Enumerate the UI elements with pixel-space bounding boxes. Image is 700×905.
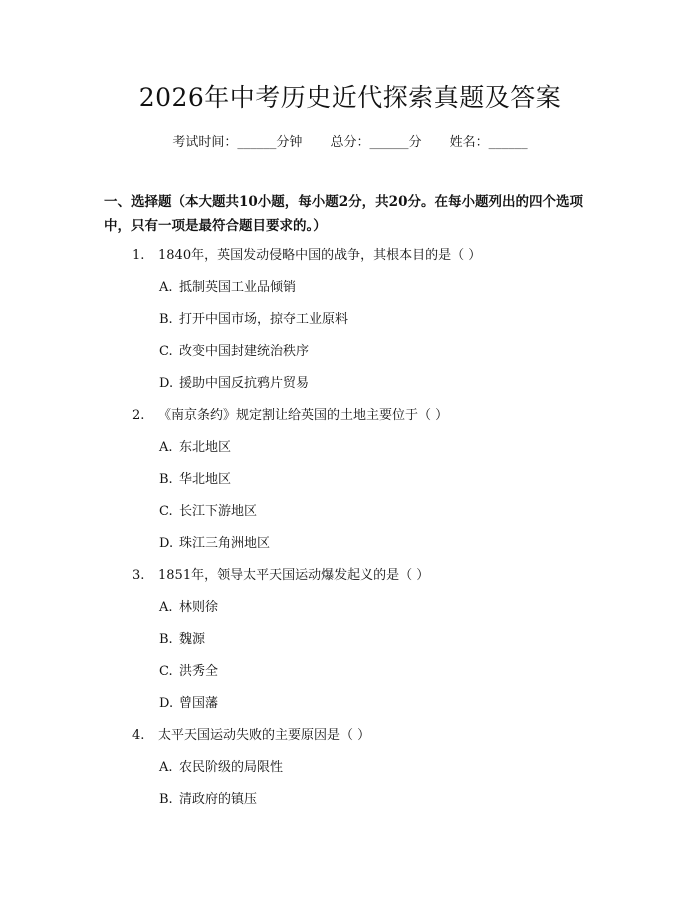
question-3-option-b [159, 628, 205, 647]
page-title: 2026年中考历史近代探索真题及答案 [138, 83, 562, 112]
question-3-option-d [159, 692, 218, 711]
exam-info-line [0, 131, 700, 150]
question-number: 1. [132, 248, 145, 263]
student-name-field: 姓名：______ [449, 135, 528, 150]
question-2 [132, 404, 448, 423]
question-number: 2. [132, 408, 145, 423]
question-1-option-c [159, 340, 309, 359]
question-number: 4. [132, 728, 145, 743]
option-letter: C. [159, 344, 173, 359]
option-text: 林则徐 [179, 600, 219, 615]
question-1 [132, 244, 481, 263]
option-text: 长江下游地区 [179, 504, 258, 519]
option-letter: B. [159, 632, 173, 647]
question-text: 太平天国运动失败的主要原因是（ ） [158, 728, 371, 743]
option-letter: D. [159, 536, 174, 551]
question-3 [132, 564, 429, 583]
question-2-option-c [159, 500, 257, 519]
option-text: 抵制英国工业品倾销 [179, 280, 297, 295]
question-1-option-b [159, 308, 348, 327]
option-letter: D. [159, 376, 174, 391]
option-text: 魏源 [179, 632, 206, 647]
question-1-option-d [159, 372, 309, 391]
option-text: 珠江三角洲地区 [179, 536, 271, 551]
question-2-option-d [159, 532, 270, 551]
option-text: 打开中国市场，掠夺工业原料 [179, 312, 349, 327]
question-text: 《南京条约》规定割让给英国的土地主要位于（ ） [158, 408, 449, 423]
option-letter: A. [159, 600, 173, 615]
option-text: 改变中国封建统治秩序 [179, 344, 310, 359]
option-letter: C. [159, 664, 173, 679]
option-letter: B. [159, 312, 173, 327]
question-text: 1851年，领导太平天国运动爆发起义的是（ ） [158, 568, 430, 583]
question-4 [132, 724, 370, 743]
question-3-option-c [159, 660, 218, 679]
option-letter: A. [159, 440, 173, 455]
question-1-option-a [159, 276, 296, 295]
option-letter: C. [159, 504, 173, 519]
option-text: 援助中国反抗鸦片贸易 [179, 376, 310, 391]
option-letter: A. [159, 760, 173, 775]
option-text: 农民阶级的局限性 [179, 760, 284, 775]
question-3-option-a [159, 596, 218, 615]
total-score-field: 总分：______分 [330, 135, 422, 150]
question-2-option-b [159, 468, 231, 487]
option-text: 曾国藩 [179, 696, 219, 711]
question-4-option-b [159, 788, 257, 807]
option-letter: B. [159, 472, 173, 487]
option-text: 东北地区 [179, 440, 232, 455]
question-text: 1840年，英国发动侵略中国的战争，其根本目的是（ ） [158, 248, 482, 263]
section-heading-choice: 一、选择题（本大题共10小题，每小题2分，共20分。在每小题列出的四个选项中，只有一项是最符合题目要求的。） [104, 194, 583, 234]
option-text: 清政府的镇压 [179, 792, 258, 807]
question-2-option-a [159, 436, 231, 455]
question-number: 3. [132, 568, 145, 583]
option-letter: B. [159, 792, 173, 807]
option-letter: A. [159, 280, 173, 295]
question-4-option-a [159, 756, 283, 775]
option-letter: D. [159, 696, 174, 711]
option-text: 华北地区 [179, 472, 232, 487]
option-text: 洪秀全 [179, 664, 219, 679]
exam-time-field: 考试时间：______分钟 [172, 135, 303, 150]
